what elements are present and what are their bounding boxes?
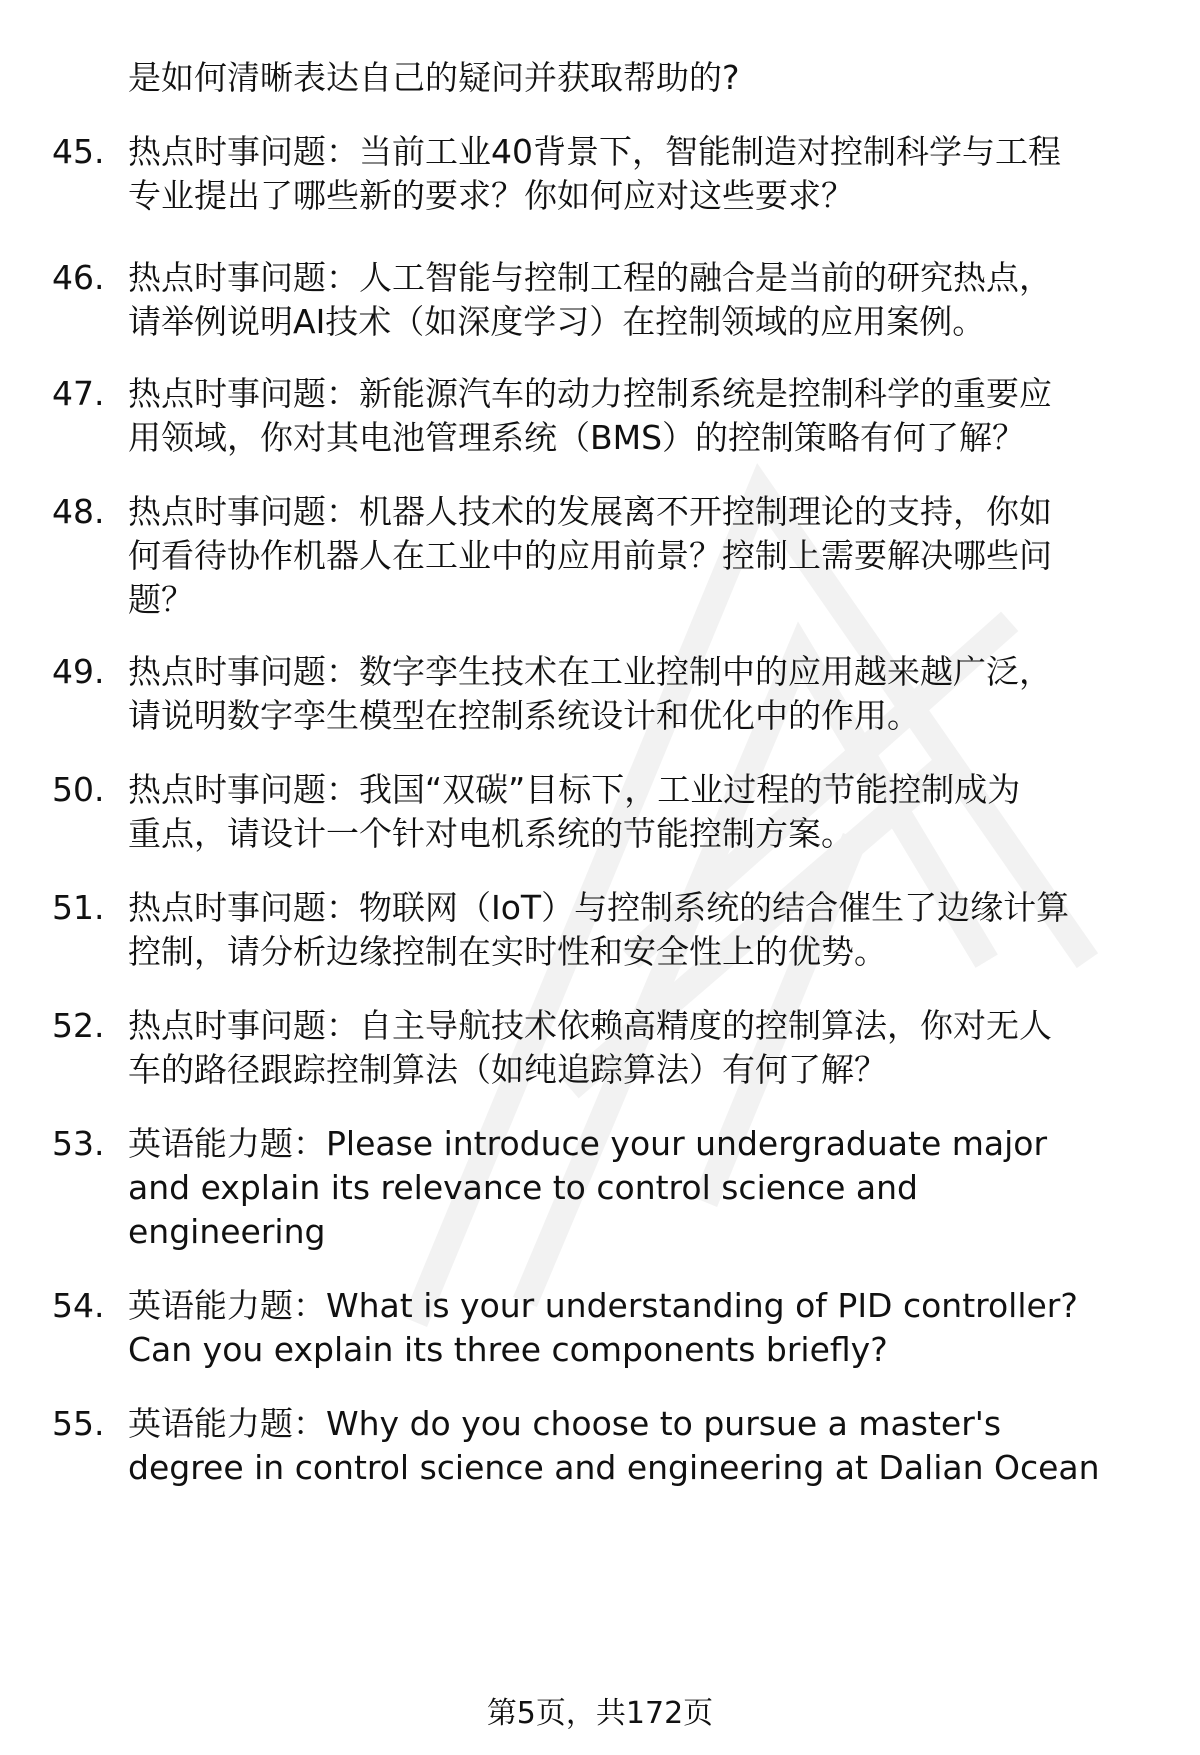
question-text-line: 热点时事问题：新能源汽车的动力控制系统是控制科学的重要应 [128, 374, 1052, 413]
question-number: 51. [52, 888, 105, 927]
continued-text: 是如何清晰表达自己的疑问并获取帮助的? [128, 58, 740, 97]
question-number: 47. [52, 374, 105, 413]
question-text-line: 控制，请分析边缘控制在实时性和安全性上的优势。 [128, 932, 887, 971]
question-text-line: 热点时事问题：当前工业40背景下，智能制造对控制科学与工程 [128, 132, 1061, 171]
question-text-line: degree in control science and engineering at Dalian Ocean [128, 1448, 1100, 1487]
question-text-line: engineering [128, 1212, 326, 1251]
question-number: 45. [52, 132, 105, 171]
question-text-line: 请说明数字孪生模型在控制系统设计和优化中的作用。 [128, 696, 920, 735]
question-text-line: 英语能力题：Please introduce your undergraduate major [128, 1124, 1048, 1163]
question-text-line: Can you explain its three components briefly? [128, 1330, 888, 1369]
question-number: 53. [52, 1124, 105, 1163]
question-number: 49. [52, 652, 105, 691]
question-text-line: 英语能力题：Why do you choose to pursue a master's [128, 1404, 1002, 1443]
page-indicator: 第5页，共172页 [486, 1696, 714, 1731]
question-text-line: 热点时事问题：数字孪生技术在工业控制中的应用越来越广泛， [128, 652, 1052, 691]
question-text-line: 英语能力题：What is your understanding of PID controller? [128, 1286, 1078, 1325]
question-number: 50. [52, 770, 105, 809]
question-text-line: 重点，请设计一个针对电机系统的节能控制方案。 [128, 814, 854, 853]
question-number: 46. [52, 258, 105, 297]
question-text-line: 热点时事问题：物联网（IoT）与控制系统的结合催生了边缘计算 [128, 888, 1070, 927]
question-text-line: 专业提出了哪些新的要求？你如何应对这些要求？ [128, 176, 854, 215]
question-text-line: 用领域，你对其电池管理系统（BMS）的控制策略有何了解？ [128, 418, 1026, 457]
question-text-line: 热点时事问题：人工智能与控制工程的融合是当前的研究热点， [128, 258, 1052, 297]
question-text-line: and explain its relevance to control science and [128, 1168, 918, 1207]
question-number: 48. [52, 492, 105, 531]
question-number: 52. [52, 1006, 105, 1045]
question-text-line: 热点时事问题：我国“双碳”目标下，工业过程的节能控制成为 [128, 770, 1021, 809]
question-text-line: 题？ [128, 580, 194, 619]
question-text-line: 请举例说明AI技术（如深度学习）在控制领域的应用案例。 [128, 302, 986, 341]
question-text-line: 何看待协作机器人在工业中的应用前景？控制上需要解决哪些问 [128, 536, 1052, 575]
question-text-line: 热点时事问题：机器人技术的发展离不开控制理论的支持，你如 [128, 492, 1052, 531]
question-text-line: 车的路径跟踪控制算法（如纯追踪算法）有何了解？ [128, 1050, 887, 1089]
question-number: 55. [52, 1404, 105, 1443]
question-text-line: 热点时事问题：自主导航技术依赖高精度的控制算法，你对无人 [128, 1006, 1052, 1045]
question-number: 54. [52, 1286, 105, 1325]
